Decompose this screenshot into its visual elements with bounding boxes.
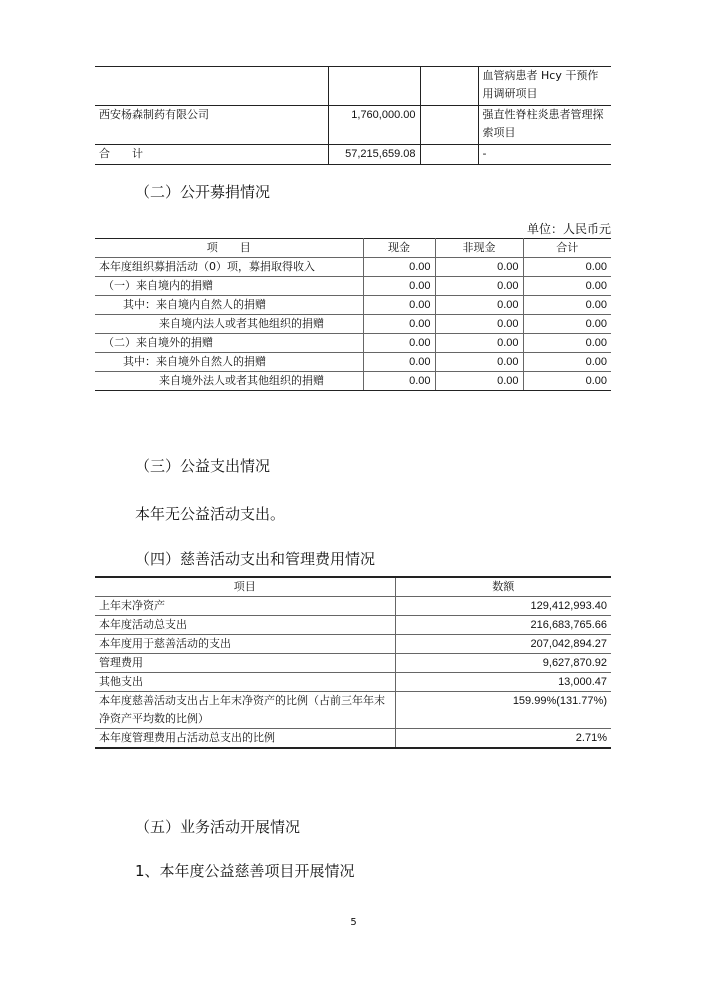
table-row bbox=[95, 372, 611, 391]
table-row bbox=[95, 277, 611, 296]
total-value: 0.00 bbox=[523, 296, 611, 315]
column-header: 项目 bbox=[95, 577, 395, 597]
table-row bbox=[95, 654, 611, 673]
row-item: 上年末净资产 bbox=[95, 597, 395, 616]
column-header: 非现金 bbox=[435, 239, 523, 258]
donor-name bbox=[95, 67, 328, 106]
row-item: （二）来自境外的捐赠 bbox=[95, 334, 363, 353]
fundraising-table bbox=[95, 238, 611, 391]
column-header: 合计 bbox=[523, 239, 611, 258]
page-number: 5 bbox=[350, 917, 357, 928]
table-row bbox=[95, 616, 611, 635]
table-row bbox=[95, 597, 611, 616]
cash-value: 0.00 bbox=[363, 258, 435, 277]
row-item: 本年度用于慈善活动的支出 bbox=[95, 635, 395, 654]
donor-blank bbox=[420, 67, 478, 106]
table-row bbox=[95, 692, 611, 729]
donor-purpose: 血管病患者 Hcy 干预作用调研项目 bbox=[478, 67, 611, 106]
row-value: 2.71% bbox=[395, 729, 611, 749]
column-header: 项 目 bbox=[95, 239, 363, 258]
table-row bbox=[95, 258, 611, 277]
noncash-value: 0.00 bbox=[435, 315, 523, 334]
section-heading-public-welfare-expense: （三）公益支出情况 bbox=[135, 457, 271, 475]
donor-amount: 1,760,000.00 bbox=[328, 106, 420, 145]
row-item: 本年度管理费用占活动总支出的比例 bbox=[95, 729, 395, 749]
table-row bbox=[95, 635, 611, 654]
row-value: 159.99%(131.77%) bbox=[395, 692, 611, 729]
table-row bbox=[95, 145, 611, 165]
row-item: 本年度活动总支出 bbox=[95, 616, 395, 635]
row-value: 207,042,894.27 bbox=[395, 635, 611, 654]
donor-name: 西安杨森制药有限公司 bbox=[95, 106, 328, 145]
cash-value: 0.00 bbox=[363, 315, 435, 334]
table-header-row bbox=[95, 239, 611, 258]
noncash-value: 0.00 bbox=[435, 372, 523, 391]
row-value: 216,683,765.66 bbox=[395, 616, 611, 635]
noncash-value: 0.00 bbox=[435, 353, 523, 372]
noncash-value: 0.00 bbox=[435, 277, 523, 296]
row-item: 本年度组织募捐活动（0）项，募捐取得收入 bbox=[95, 258, 363, 277]
unit-label: 单位：人民币元 bbox=[526, 222, 611, 236]
total-value: 0.00 bbox=[523, 372, 611, 391]
row-item: （一）来自境内的捐赠 bbox=[95, 277, 363, 296]
section-heading-charity-expense: （四）慈善活动支出和管理费用情况 bbox=[135, 550, 376, 568]
noncash-value: 0.00 bbox=[435, 258, 523, 277]
donor-purpose: 强直性脊柱炎患者管理探索项目 bbox=[478, 106, 611, 145]
subsection-heading: 1、本年度公益慈善项目开展情况 bbox=[135, 862, 355, 880]
expense-table bbox=[95, 576, 611, 749]
table-row bbox=[95, 315, 611, 334]
row-item: 其中：来自境内自然人的捐赠 bbox=[95, 296, 363, 315]
cash-value: 0.00 bbox=[363, 353, 435, 372]
cash-value: 0.00 bbox=[363, 372, 435, 391]
cash-value: 0.00 bbox=[363, 277, 435, 296]
total-value: 0.00 bbox=[523, 315, 611, 334]
donor-amount: 57,215,659.08 bbox=[328, 145, 420, 165]
noncash-value: 0.00 bbox=[435, 334, 523, 353]
row-item: 其他支出 bbox=[95, 673, 395, 692]
table-row bbox=[95, 67, 611, 106]
row-item: 本年度慈善活动支出占上年末净资产的比例（占前三年年末净资产平均数的比例） bbox=[95, 692, 395, 729]
table-row bbox=[95, 106, 611, 145]
donor-table bbox=[95, 66, 611, 165]
table-header-row bbox=[95, 577, 611, 597]
total-value: 0.00 bbox=[523, 258, 611, 277]
column-header: 数额 bbox=[395, 577, 611, 597]
table-row bbox=[95, 673, 611, 692]
table-row bbox=[95, 296, 611, 315]
row-value: 13,000.47 bbox=[395, 673, 611, 692]
section-heading-business-activities: （五）业务活动开展情况 bbox=[135, 818, 301, 836]
total-value: 0.00 bbox=[523, 277, 611, 296]
total-value: 0.00 bbox=[523, 334, 611, 353]
noncash-value: 0.00 bbox=[435, 296, 523, 315]
column-header: 现金 bbox=[363, 239, 435, 258]
table-row bbox=[95, 353, 611, 372]
cash-value: 0.00 bbox=[363, 296, 435, 315]
donor-blank bbox=[420, 145, 478, 165]
row-item: 其中：来自境外自然人的捐赠 bbox=[95, 353, 363, 372]
donor-name: 合 计 bbox=[95, 145, 328, 165]
table-row bbox=[95, 334, 611, 353]
row-value: 9,627,870.92 bbox=[395, 654, 611, 673]
row-item: 来自境外法人或者其他组织的捐赠 bbox=[95, 372, 363, 391]
donor-purpose: - bbox=[478, 145, 611, 165]
donor-blank bbox=[420, 106, 478, 145]
total-value: 0.00 bbox=[523, 353, 611, 372]
row-item: 管理费用 bbox=[95, 654, 395, 673]
section-text: 本年无公益活动支出。 bbox=[135, 505, 286, 523]
row-item: 来自境内法人或者其他组织的捐赠 bbox=[95, 315, 363, 334]
table-row bbox=[95, 729, 611, 749]
row-value: 129,412,993.40 bbox=[395, 597, 611, 616]
cash-value: 0.00 bbox=[363, 334, 435, 353]
donor-amount bbox=[328, 67, 420, 106]
section-heading-public-fundraising: （二）公开募捐情况 bbox=[135, 183, 271, 201]
